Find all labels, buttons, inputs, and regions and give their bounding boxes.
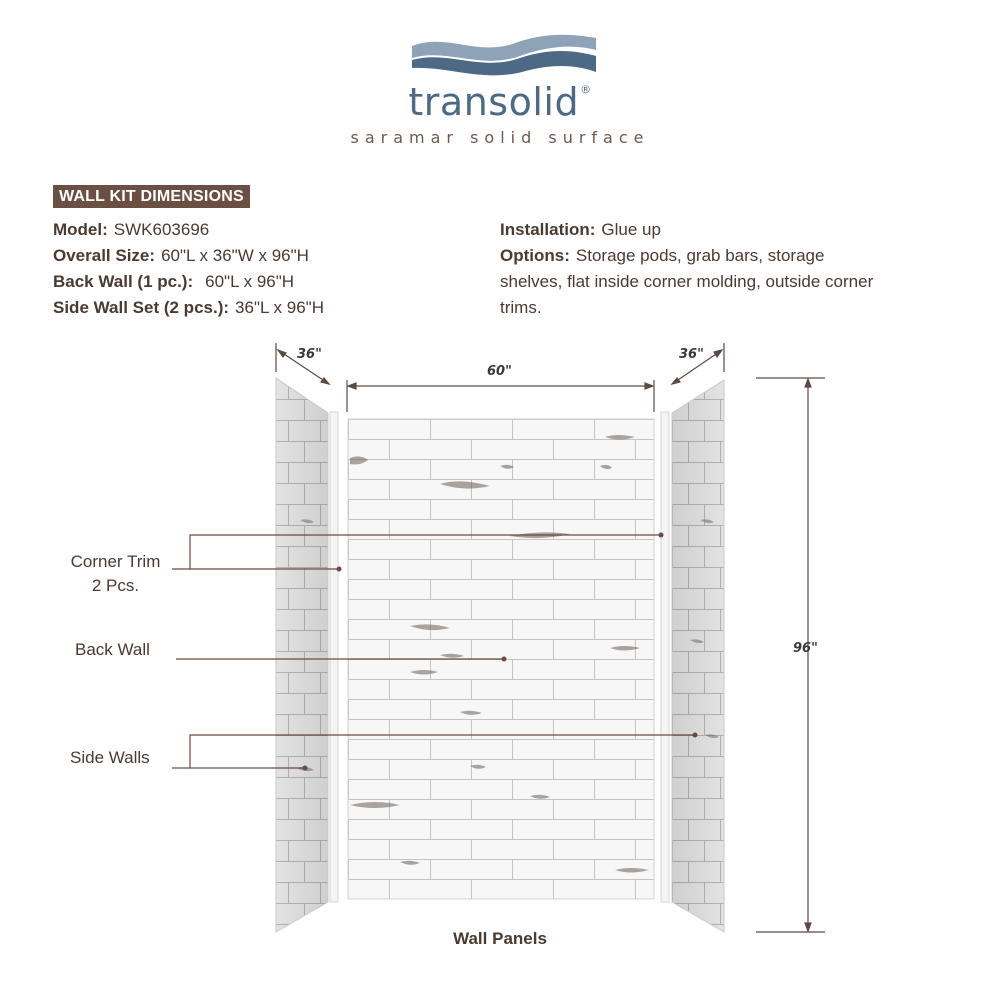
- spec-overall-size: Overall Size: 60"L x 36"W x 96"H: [53, 246, 309, 265]
- brand-name: transolid®: [408, 80, 592, 124]
- spec-options: Options: Storage pods, grab bars, storage shelves, flat inside corner molding, outside corner trims.: [500, 246, 874, 317]
- corner-trim-label-line2: 2 Pcs.: [91, 576, 140, 595]
- corner-trim-callout-dot-right: [659, 533, 664, 538]
- right-corner-trim: [661, 412, 669, 902]
- side-walls-callout-dot-left: [303, 766, 308, 771]
- corner-trim-label-line1: Corner Trim: [70, 552, 161, 571]
- wall-panels-caption: Wall Panels: [453, 929, 547, 948]
- height-label: 96": [793, 641, 818, 656]
- back-wall-label: Back Wall: [75, 640, 150, 659]
- spec-side-wall-set: Side Wall Set (2 pcs.): 36"L x 96"H: [53, 298, 324, 317]
- registered-mark: ®: [580, 83, 592, 96]
- brand-tagline: saramar solid surface: [350, 128, 650, 147]
- left-corner-trim: [330, 412, 338, 902]
- section-title-badge: WALL KIT DIMENSIONS: [53, 185, 250, 208]
- back-width-label: 60": [487, 364, 512, 379]
- left-side-width-label: 36": [297, 347, 322, 362]
- corner-trim-label: [58, 550, 173, 598]
- spec-installation: Installation: Glue up: [500, 220, 661, 239]
- side-walls-label: Side Walls: [70, 748, 150, 767]
- right-side-width-label: 36": [679, 347, 704, 362]
- spec-model: Model: SWK603696: [53, 220, 210, 239]
- left-side-wall-panel: [276, 378, 328, 932]
- corner-trim-callout-dot-left: [337, 567, 342, 572]
- spec-back-wall: Back Wall (1 pc.): 60"L x 96"H: [53, 272, 295, 291]
- side-walls-callout-dot-right: [693, 733, 698, 738]
- right-side-wall-panel: [672, 380, 724, 932]
- back-wall-callout-dot: [502, 657, 507, 662]
